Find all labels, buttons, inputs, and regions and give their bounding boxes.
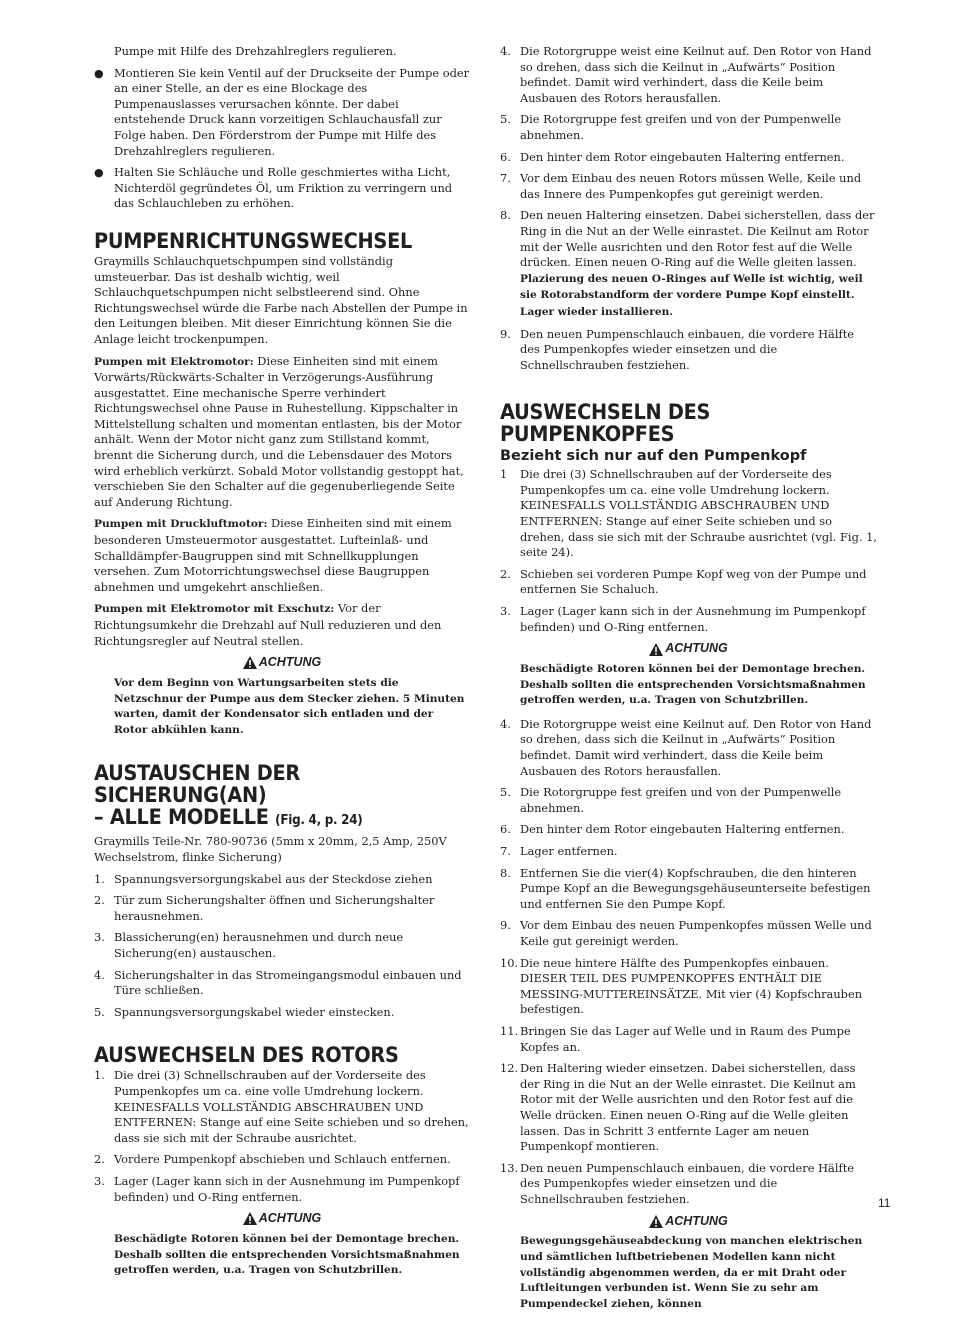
- paragraph-text: Diese Einheiten sind mit einem besonderen Umsteuermotor ausgestattet. Lufteinlaß- und Schalldämpfer-Baugruppen sind mit Schnellkupplungen versehen. Zum Motorrichtungswechsel diese Baugruppen abnehmen und umgekehrt anschließen.: [94, 516, 452, 594]
- list-item: 8. Entfernen Sie die vier(4) Kopfschrauben, die den hinteren Pumpe Kopf an die Bewegungsgehäuseunterseite befestigen und entfernen Sie den Pumpe Kopf.: [500, 865, 871, 911]
- warning-text: Vor dem Beginn von Wartungsarbeiten stets die Netzschnur der Pumpe aus dem Stecker ziehen. 5 Minuten warten, damit der Kondensator sich entladen und der Rotor abkühlen kann.: [114, 677, 465, 736]
- page-number: 11: [878, 1196, 891, 1210]
- bullet-text: Halten Sie Schläuche und Rolle geschmiertes witha Licht, Nichterdöl gegründetes Öl, um Friktion zu verringern und das Schlauchleben zu erhöhen.: [114, 165, 453, 211]
- warning-text: Beschädigte Rotoren können bei der Demontage brechen. Deshalb sollten die entsprechenden Vorsichtsmaßnahmen getroffen werden, u.a. Tragen von Schutzbrillen.: [114, 1233, 460, 1277]
- warning-title: ACHTUNG: [665, 1213, 728, 1228]
- heading-auswechseln-pumpenkopfes: AUSWECHSELN DES PUMPENKOPFES: [500, 400, 711, 447]
- paragraph-text: Vor der Richtungsumkehr die Drehzahl auf Null reduzieren und den Richtungsregler auf Neutral stellen.: [94, 601, 442, 648]
- list-item: 2. Schieben sei vorderen Pumpe Kopf weg von der Pumpe und entfernen Sie Schaluch.: [500, 566, 867, 597]
- list-item: 9. Vor dem Einbau des neuen Pumpenkopfes müssen Welle und Keile gut gereinigt werden.: [500, 918, 872, 949]
- warning-text: Beschädigte Rotoren können bei der Demontage brechen. Deshalb sollten die entsprechenden Vorsichtsmaßnahmen getroffen werden, u.a. Tragen von Schutzbrillen.: [520, 663, 866, 707]
- list-item: 3. Lager (Lager kann sich in der Ausnehmung im Pumpenkopf befinden) und O-Ring entfernen.: [94, 1173, 460, 1204]
- warning-title: ACHTUNG: [665, 641, 728, 656]
- pumpenkopf-steps-list: [500, 467, 877, 635]
- warning-triangle-icon: [243, 1212, 257, 1225]
- list-item: 4. Sicherungshalter in das Stromeingangsmodul einbauen und Türe schließen.: [94, 967, 462, 998]
- warning-text: Bewegungsgehäuseabdeckung von manchen elektrischen und sämtlichen luftbetriebenen Modellen kann nicht vollständig abgenommen werden, da er mit Draht oder Luftleitungen verbunden ist. Wenn Sie zu sehr am Pumpendeckel ziehen, können: [520, 1235, 863, 1310]
- bullet-icon: ●: [94, 166, 104, 180]
- warning-header: [500, 1214, 877, 1233]
- warning-title: ACHTUNG: [258, 655, 322, 670]
- lead-label: Pumpen mit Druckluftmotor:: [94, 518, 268, 531]
- list-item: 8. Den neuen Haltering einsetzen. Dabei sicherstellen, dass der Ring in die Nut an der Welle einrastet. Die Keilnut am Rotor mit der Welle ausrichten und den Rotor fest auf die Welle drücken. Einen neuen O-Ring auf die Welle gleiten lassen. Plazierung des neuen O-Ringes auf Welle ist wichtig, weil sie Rotorabstandform der vordere Pumpe Kopf einstellt. Lager wieder installieren.: [500, 208, 875, 318]
- rotor-steps-list: [94, 1068, 470, 1205]
- warning-triangle-icon: [649, 643, 663, 656]
- list-item: 5. Spannungsversorgungskabel wieder einstecken.: [94, 1004, 395, 1019]
- intro-continuation: Pumpe mit Hilfe des Drehzahlreglers regulieren.: [114, 44, 397, 58]
- list-item: 2. Vordere Pumpenkopf abschieben und Schlauch entfernen.: [94, 1152, 451, 1167]
- figure-reference: (Fig. 4, p. 24): [275, 813, 363, 829]
- list-item: 4. Die Rotorgruppe weist eine Keilnut auf. Den Rotor von Hand so drehen, dass sich die Keilnut in „Aufwärts“ Position befindet. Damit wird verhindert, dass die Keile beim Ausbauen des Rotors herausfallen.: [500, 44, 872, 105]
- list-item: 2. Tür zum Sicherungshalter öffnen und Sicherungshalter herausnehmen.: [94, 893, 435, 923]
- warning-triangle-icon: [243, 656, 257, 669]
- bullet-item: [94, 165, 470, 212]
- warning-title: ACHTUNG: [258, 1211, 322, 1226]
- warning-header: [500, 641, 877, 660]
- warning-header: [94, 655, 470, 674]
- list-item: 12. Den Haltering wieder einsetzen. Dabei sicherstellen, dass der Ring in die Nut an der Welle einrastet. Die Keilnut am Rotor mit der Welle ausrichten und den Rotor fest auf die Welle drücken. Einen neuen O-Ring auf die Welle gleiten lassen. Das in Schritt 3 entfernte Lager am neuen Pumpenkopf montieren.: [500, 1061, 856, 1154]
- lead-label: Pumpen mit Elektromotor:: [94, 355, 254, 368]
- list-item: 7. Vor dem Einbau des neuen Rotors müssen Welle, Keile und das Innere des Pumpenkopfes gut gereinigt werden.: [500, 171, 862, 201]
- list-item: 3. Blassicherung(en) herausnehmen und durch neue Sicherung(en) austauschen.: [94, 930, 404, 961]
- heading-sicherung: AUSTAUSCHEN DER SICHERUNG(AN) – ALLE MODELLE (Fig. 4, p. 24): [94, 761, 363, 830]
- paragraph-druckluftmotor: [94, 516, 470, 595]
- heading-auswechseln-rotors: AUSWECHSELN DES ROTORS: [94, 1043, 399, 1068]
- subheading-pumpenkopf: Bezieht sich nur auf den Pumpenkopf: [500, 448, 807, 465]
- list-item: 7. Lager entfernen.: [500, 844, 618, 859]
- bullet-icon: ●: [94, 66, 104, 80]
- lead-label: Pumpen mit Elektromotor mit Exschutz:: [94, 603, 335, 616]
- pumpenkopf-steps-continued: [500, 717, 877, 1208]
- paragraph-teilenummer: Graymills Teile-Nr. 780-90736 (5mm x 20mm, 2,5 Amp, 250V Wechselstrom, flinke Sicherung): [94, 834, 447, 865]
- paragraph-elektromotor: [94, 354, 470, 511]
- list-item: 3. Lager (Lager kann sich in der Ausnehmung im Pumpenkopf befinden) und O-Ring entfernen.: [500, 604, 866, 634]
- list-item: 6. Den hinter dem Rotor eingebauten Haltering entfernen.: [500, 149, 845, 164]
- bullet-item: [94, 66, 470, 160]
- paragraph-text: Diese Einheiten sind mit einem Vorwärts/Rückwärts-Schalter in Verzögerungs-Ausführung ausgestattet. Eine mechanische Sperre verhindert Richtungswechsel ohne Pause in Ruhestellung. Kippschalter in Mittelstellung schalten und momentan entlasten, bis der Motor anhält. Wenn der Motor nicht ganz zum Stillstand kommt, brennt die Sicherung durch, und die Lebensdauer des Motors wird erheblich verkürzt. Sobald Motor vollstandig gestoppt hat, verschieben Sie den Schalter auf die gegenuberliegende Seite auf Anderung Richtung.: [94, 353, 464, 509]
- important-note: Plazierung des neuen O-Ringes auf Welle ist wichtig, weil sie Rotorabstandform der vordere Pumpe Kopf einstellt. Lager wieder installieren.: [520, 272, 863, 318]
- list-item: 10. Die neue hintere Hälfte des Pumpenkopfes einbauen. DIESER TEIL DES PUMPENKOPFES ENTHÄLT DIE MESSING-MUTTEREINSÄTZE. Mit vier (4) Kopfschrauben befestigen.: [500, 955, 863, 1017]
- fuse-steps-list: [94, 872, 470, 1021]
- list-item: 13. Den neuen Pumpenschlauch einbauen, die vordere Hälfte des Pumpenkopfes wieder einsetzen und die Schnellschrauben festziehen.: [500, 1160, 855, 1206]
- right-column: [500, 44, 877, 1320]
- list-item: 5. Die Rotorgruppe fest greifen und von der Pumpenwelle abnehmen.: [500, 112, 842, 142]
- list-item: 6. Den hinter dem Rotor eingebauten Haltering entfernen.: [500, 822, 845, 837]
- list-item: 11. Bringen Sie das Lager auf Welle und in Raum des Pumpe Kopfes an.: [500, 1023, 851, 1054]
- list-item: 5. Die Rotorgruppe fest greifen und von der Pumpenwelle abnehmen.: [500, 785, 842, 815]
- warning-triangle-icon: [649, 1215, 663, 1228]
- warning-header: [94, 1211, 470, 1230]
- rotor-steps-continued: [500, 44, 877, 373]
- bullet-text: Montieren Sie kein Ventil auf der Druckseite der Pumpe oder an einer Stelle, an der es eine Blockage des Pumpenauslasses verursachen könnte. Der dabei entstehende Druck kann vorzeitigen Schlauchausfall zur Folge haben. Den Förderstrom der Pumpe mit Hilfe des Drehzahlreglers regulieren.: [114, 65, 470, 158]
- list-item: 4. Die Rotorgruppe weist eine Keilnut auf. Den Rotor von Hand so drehen, dass sich die Keilnut in „Aufwärts“ Position befindet. Damit wird verhindert, dass die Keile beim Ausbauen des Rotors herausfallen.: [500, 716, 872, 778]
- left-column: [94, 44, 470, 1287]
- list-item: 1 Die drei (3) Schnellschrauben auf der Vorderseite des Pumpenkopfes um ca. eine volle Umdrehung lockern. KEINESFALLS VOLLSTÄNDIG ABSCHRAUBEN UND ENTFERNEN: Stange auf einer Seite schieben und so drehen, dass sie sich mit der Schraube ausrichtet (vgl. Fig. 1, seite 24).: [500, 467, 877, 560]
- heading-pumpenrichtungswechsel: PUMPENRICHTUNGSWECHSEL: [94, 228, 413, 253]
- list-item: 1. Spannungsversorgungskabel aus der Steckdose ziehen: [94, 871, 433, 886]
- paragraph-exschutz: [94, 601, 470, 649]
- paragraph-intro: Graymills Schlauchquetschpumpen sind vollständig umsteuerbar. Das ist deshalb wichtig, weil Schlauchquetschpumpen nicht selbstleerend sind. Ohne Richtungswechsel würde die Farbe nach Abstellen der Pumpe in den Leitungen bleiben. Mit dieser Einrichtung können Sie die Anlage leicht trockenpumpen.: [94, 253, 468, 346]
- list-item: 9. Den neuen Pumpenschlauch einbauen, die vordere Hälfte des Pumpenkopfes wieder einsetzen und die Schnellschrauben festziehen.: [500, 326, 855, 372]
- list-item: 1. Die drei (3) Schnellschrauben auf der Vorderseite des Pumpenkopfes um ca. eine volle Umdrehung lockern. KEINESFALLS VOLLSTÄNDIG ABSCHRAUBEN UND ENTFERNEN: Stange auf eine Seite schieben und so drehen, dass sie sich mit der Schraube ausrichtet.: [94, 1068, 469, 1145]
